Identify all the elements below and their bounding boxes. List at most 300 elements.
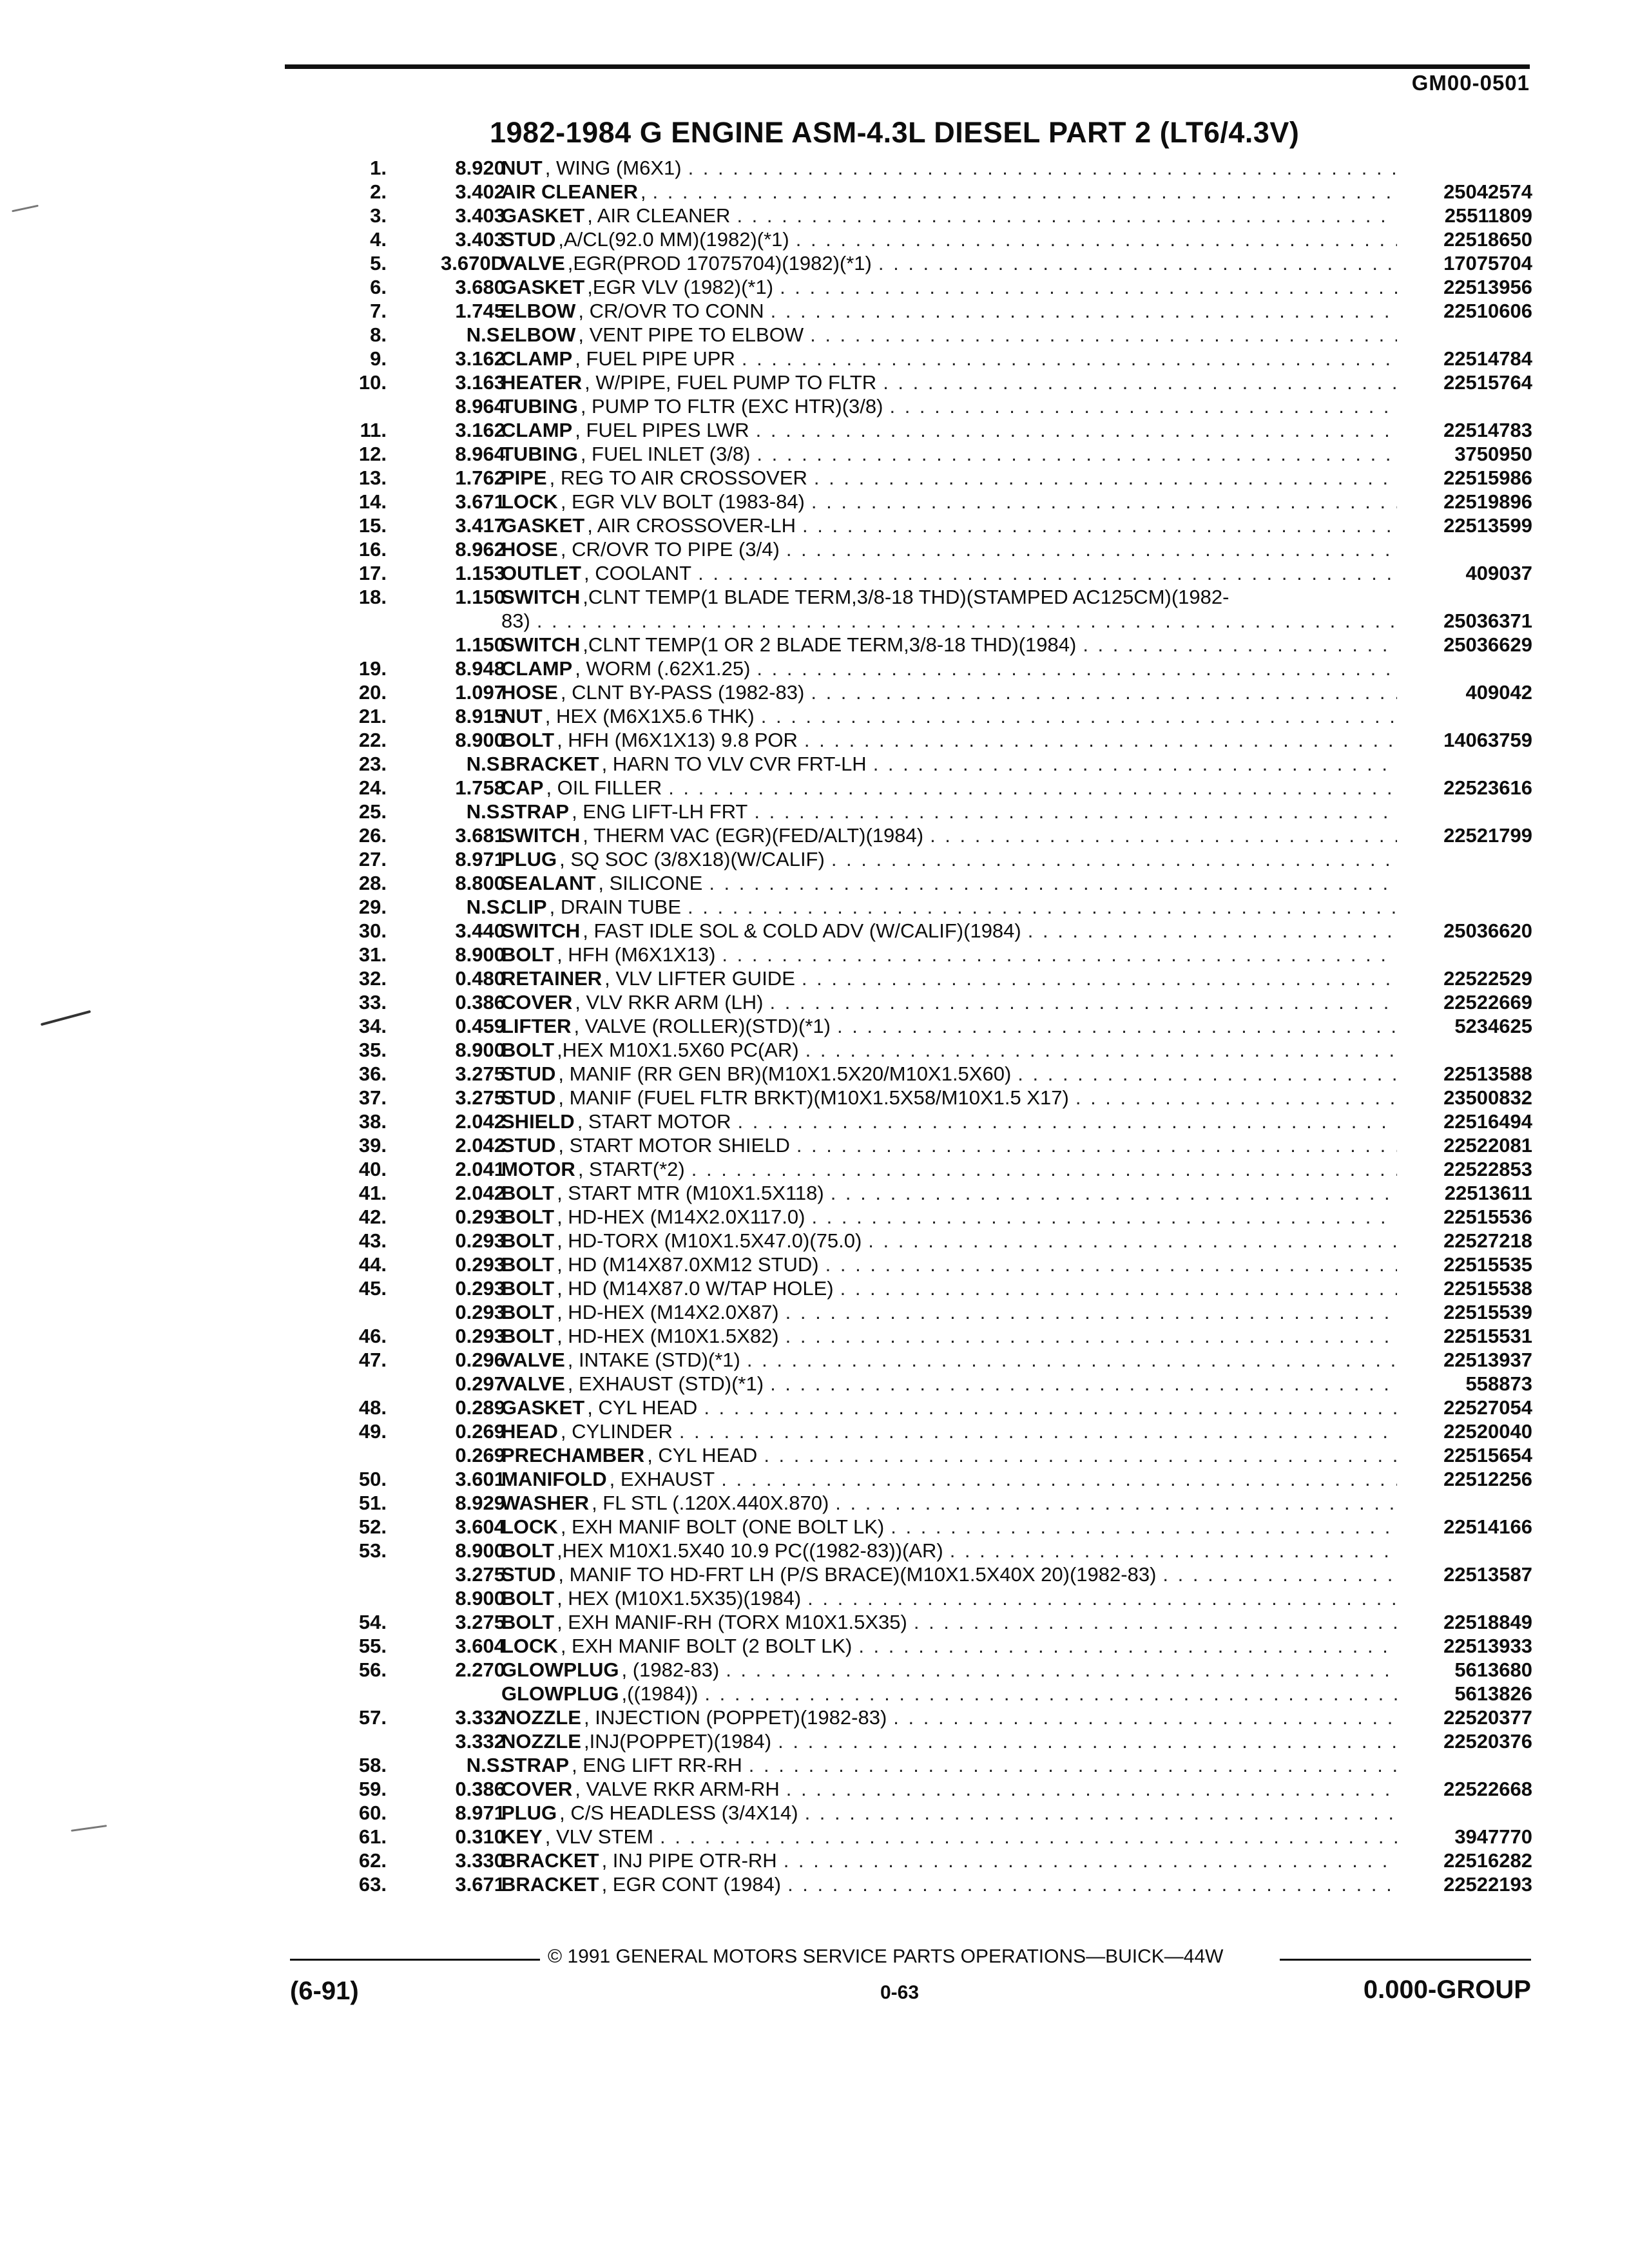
part-number: 22522529 [1443,967,1532,990]
part-number: 22522669 [1443,991,1532,1014]
part-description: , FUEL INLET (3/8) [580,443,751,465]
part-name: CLAMP [501,347,573,370]
footer-rule-left [528,1959,540,1961]
leader-dots [771,299,1397,323]
part-row [335,1229,1532,1253]
description-line [501,1562,1532,1586]
part-number: 22513937 [1443,1349,1532,1371]
part-number: 5234625 [1454,1015,1532,1037]
description-line [501,180,1532,204]
group-number: 0.293 [455,1301,505,1323]
part-description: , C/S HEADLESS (3/4X14) [559,1802,798,1824]
part-name: COVER [501,991,573,1014]
description-line [501,537,1532,561]
part-row [335,1849,1532,1872]
part-number: 22515531 [1443,1325,1532,1347]
part-number: 25036629 [1443,633,1532,656]
part-number: 22519896 [1443,490,1532,513]
item-number: 16. [358,538,387,561]
part-row [335,394,1532,418]
parts-list [335,156,1532,1896]
description-line [501,823,1532,847]
item-number: 14. [358,490,387,513]
item-number: 55. [358,1635,387,1657]
part-number: 3750950 [1454,443,1532,465]
part-name: SHIELD [501,1110,575,1133]
part-description: , EXHAUST (STD)(*1) [567,1372,764,1395]
part-name: HOSE [501,538,558,561]
part-name: BRACKET [501,1873,599,1896]
part-row [335,204,1532,227]
description-line [501,704,1532,728]
part-description: , HFH (M6X1X13) 9.8 POR [557,729,798,751]
part-row [335,1586,1532,1610]
group-number: 1.762 [455,466,505,489]
part-row [335,1658,1532,1682]
item-number: 28. [358,872,387,894]
leader-dots [786,1777,1397,1801]
leader-dots [1083,633,1397,657]
item-number: 6. [370,276,387,298]
description-continuation [501,609,1532,633]
item-number: 26. [358,824,387,847]
leader-dots [652,180,1397,204]
part-name: CAP [501,776,544,799]
part-row [335,1324,1532,1348]
item-number: 39. [358,1134,387,1157]
part-description: , THERM VAC (EGR)(FED/ALT)(1984) [583,824,924,847]
part-row [335,657,1532,680]
part-row [335,299,1532,323]
part-number: 22513956 [1443,276,1532,298]
part-number: 22512256 [1443,1468,1532,1490]
part-row [335,1181,1532,1205]
item-number: 5. [370,252,387,274]
part-name: PRECHAMBER [501,1444,645,1466]
part-number: 22514783 [1443,419,1532,441]
group-number: 8.920 [455,157,505,179]
part-description: ,EGR VLV (1982)(*1) [587,276,774,298]
part-description: , EGR VLV BOLT (1983-84) [560,490,805,513]
part-name: BOLT [501,1539,555,1562]
item-number: 46. [358,1325,387,1347]
item-number: 62. [358,1849,387,1872]
leader-dots [679,1419,1397,1443]
leader-dots [784,1849,1397,1872]
leader-dots [891,1515,1397,1539]
description-line [501,442,1532,466]
description-line [501,561,1532,585]
part-row [335,1467,1532,1491]
group-number: 3.162 [455,419,505,441]
part-name: VALVE [501,1372,565,1395]
part-row [335,275,1532,299]
part-name: BRACKET [501,1849,599,1872]
item-number: 51. [358,1492,387,1514]
leader-dots [747,1348,1397,1372]
description-line [501,919,1532,943]
group-number: N.S. [466,323,505,346]
description-line [501,1586,1532,1610]
item-number: 4. [370,228,387,251]
footer-rule-right [1280,1959,1531,1961]
description-line [501,728,1532,752]
group-number: 8.800 [455,872,505,894]
item-number: 45. [358,1277,387,1300]
leader-dots [831,847,1397,871]
description-line [501,847,1532,871]
leader-dots [780,275,1397,299]
part-row [335,1801,1532,1825]
part-description: , INJECTION (POPPET)(1982-83) [584,1706,887,1729]
document-code: GM00-0501 [1411,71,1530,95]
part-row [335,776,1532,800]
part-description: , MANIF (RR GEN BR)(M10X1.5X20/M10X1.5X60) [558,1062,1012,1085]
part-row [335,561,1532,585]
item-number: 13. [358,466,387,489]
part-number: 14063759 [1443,729,1532,751]
leader-dots [796,227,1397,251]
item-number: 15. [358,514,387,537]
part-number: 22522668 [1443,1778,1532,1800]
group-number: 2.270 [455,1658,505,1681]
part-description: ,HEX M10X1.5X40 10.9 PC((1982-83))(AR) [557,1539,943,1562]
part-row [335,1443,1532,1467]
description-line [501,1825,1532,1849]
part-description: , VENT PIPE TO ELBOW [578,323,804,346]
part-number: 22513599 [1443,514,1532,537]
part-description: , EXH MANIF BOLT (ONE BOLT LK) [560,1515,885,1538]
leader-dots [754,800,1397,823]
part-row [335,227,1532,251]
leader-dots [709,871,1397,895]
group-number: 8.971 [455,848,505,870]
part-number: 22514784 [1443,347,1532,370]
description-line [501,800,1532,823]
part-description: , START MOTOR SHIELD [558,1134,790,1157]
leader-dots [873,752,1397,776]
part-name: GLOWPLUG [501,1682,619,1705]
group-number: 8.900 [455,1039,505,1061]
leader-dots [810,323,1397,347]
part-number: 22527054 [1443,1396,1532,1419]
part-name: BOLT [501,1182,555,1204]
part-number: 22522193 [1443,1873,1532,1896]
leader-dots [1028,919,1397,943]
leader-dots [837,1014,1397,1038]
item-number: 33. [358,991,387,1014]
part-number: 22516282 [1443,1849,1532,1872]
scan-mark [12,205,39,213]
part-description: ,CLNT TEMP(1 OR 2 BLADE TERM,3/8-18 THD)(1984) [583,633,1077,656]
description-line [501,1443,1532,1467]
description-line [501,1205,1532,1229]
item-number: 17. [358,562,387,584]
group-number: 0.386 [455,991,505,1014]
part-description: , START MTR (M10X1.5X118) [557,1182,824,1204]
item-number: 41. [358,1182,387,1204]
group-number: 0.310 [455,1825,505,1848]
description-line [501,1086,1532,1110]
part-row [335,490,1532,514]
leader-dots [893,1706,1397,1729]
part-name: BOLT [501,1206,555,1228]
part-name: PIPE [501,466,547,489]
part-name: VALVE [501,252,565,274]
part-number: 25036620 [1443,919,1532,942]
part-description: , CYL HEAD [647,1444,758,1466]
item-number: 29. [358,896,387,918]
description-line [501,156,1532,180]
leader-dots [786,1324,1397,1348]
description-line [501,370,1532,394]
description-line [501,871,1532,895]
part-name: WASHER [501,1492,590,1514]
part-description: , FUEL PIPES LWR [575,419,749,441]
leader-dots [796,1133,1397,1157]
part-row [335,895,1532,919]
part-number: 17075704 [1443,252,1532,274]
group-number: 0.296 [455,1349,505,1371]
part-name: VALVE [501,1349,565,1371]
part-row [335,156,1532,180]
part-description: , CR/OVR TO PIPE (3/4) [560,538,780,561]
item-number: 1. [370,157,387,179]
leader-dots [914,1610,1397,1634]
part-row [335,1086,1532,1110]
description-line [501,1372,1532,1396]
part-description: , [640,180,646,203]
part-row [335,919,1532,943]
item-number: 19. [358,657,387,680]
group-number: 0.386 [455,1778,505,1800]
part-row [335,442,1532,466]
part-description: , CR/OVR TO CONN [578,300,764,322]
item-number: 57. [358,1706,387,1729]
group-number: 1.097 [455,681,505,704]
description-line [501,394,1532,418]
group-number: 2.042 [455,1134,505,1157]
part-description: , INTAKE (STD)(*1) [567,1349,740,1371]
item-number: 22. [358,729,387,751]
leader-dots [756,418,1397,442]
part-name: KEY [501,1825,543,1848]
part-description: , HEX (M10X1.5X35)(1984) [557,1587,802,1610]
leader-dots [778,1729,1397,1753]
part-row [335,1205,1532,1229]
part-name: PLUG [501,1802,557,1824]
group-number: 3.604 [455,1635,505,1657]
part-description-cont: 83) [501,610,530,632]
group-number: 3.440 [455,919,505,942]
leader-dots [770,1372,1397,1396]
leader-dots [858,1634,1397,1658]
leader-dots [807,1586,1397,1610]
part-number: 5613680 [1454,1658,1532,1681]
item-number: 23. [358,753,387,775]
leader-dots [889,394,1397,418]
description-line [501,1515,1532,1539]
part-number: 25042574 [1443,180,1532,203]
part-row [335,585,1532,633]
leader-dots [805,1801,1397,1825]
description-line [501,1706,1532,1729]
part-row [335,1634,1532,1658]
part-description: , HD (M14X87.0 W/TAP HOLE) [557,1277,834,1300]
group-number: 3.330 [455,1849,505,1872]
item-number: 12. [358,443,387,465]
part-row [335,752,1532,776]
footer-page-number: 0-63 [880,1982,920,2003]
leader-dots [950,1539,1397,1562]
part-name: BOLT [501,729,555,751]
item-number: 56. [358,1658,387,1681]
part-description: , HEX (M6X1X5.6 THK) [545,705,755,727]
part-description: , HFH (M6X1X13) [557,943,716,966]
part-row [335,1610,1532,1634]
group-number: 0.293 [455,1229,505,1252]
part-row [335,1872,1532,1896]
part-name: SEALANT [501,872,596,894]
item-number: 31. [358,943,387,966]
leader-dots [749,1753,1397,1777]
leader-dots [786,537,1397,561]
part-description: , REG TO AIR CROSSOVER [549,466,807,489]
item-number: 20. [358,681,387,704]
part-name: CLIP [501,896,547,918]
group-number: 0.297 [455,1372,505,1395]
description-line [501,585,1532,609]
leader-dots [722,943,1397,966]
part-row [335,1157,1532,1181]
part-row [335,800,1532,823]
part-name: PLUG [501,848,557,870]
group-number: 1.758 [455,776,505,799]
item-number: 50. [358,1468,387,1490]
part-row [335,680,1532,704]
leader-dots [738,1110,1397,1133]
part-description: , FAST IDLE SOL & COLD ADV (W/CALIF)(1984) [583,919,1021,942]
footer-rule-left-long [290,1959,528,1961]
part-description: , VALVE (ROLLER)(STD)(*1) [574,1015,831,1037]
group-number: 8.962 [455,538,505,561]
part-name: GASKET [501,276,585,298]
part-number: 22523616 [1443,776,1532,799]
description-line [501,347,1532,370]
part-row [335,871,1532,895]
part-number: 558873 [1465,1372,1532,1395]
part-number: 25036371 [1443,610,1532,632]
part-description: , VLV LIFTER GUIDE [604,967,795,990]
part-description: , START(*2) [577,1158,685,1180]
part-number: 22515536 [1443,1206,1532,1228]
item-number: 35. [358,1039,387,1061]
part-number: 22510606 [1443,300,1532,322]
part-name: NUT [501,157,543,179]
group-number: 8.900 [455,1587,505,1610]
part-name: GASKET [501,1396,585,1419]
part-description: , CYLINDER [560,1420,673,1443]
part-name: GASKET [501,204,585,227]
description-line [501,466,1532,490]
part-description: , (1982-83) [621,1658,720,1681]
leader-dots [770,990,1397,1014]
description-line [501,323,1532,347]
part-name: CLAMP [501,657,573,680]
item-number: 58. [358,1754,387,1776]
part-description: , VALVE RKR ARM-RH [575,1778,780,1800]
item-number: 37. [358,1086,387,1109]
part-name: BOLT [501,1301,555,1323]
leader-dots [1017,1062,1397,1086]
item-number: 8. [370,323,387,346]
leader-dots [805,1038,1397,1062]
part-description: , ENG LIFT RR-RH [572,1754,742,1776]
part-description: , VLV STEM [545,1825,653,1848]
item-number: 49. [358,1420,387,1443]
item-number: 38. [358,1110,387,1133]
description-line [501,990,1532,1014]
part-name: BOLT [501,1229,555,1252]
item-number: 21. [358,705,387,727]
part-description: , MANIF (FUEL FLTR BRKT)(M10X1.5X58/M10X1.5 X17) [558,1086,1069,1109]
part-name: STUD [501,1086,556,1109]
part-number: 22515538 [1443,1277,1532,1300]
part-row [335,1276,1532,1300]
description-line [501,1133,1532,1157]
part-name: TUBING [501,443,578,465]
part-description: ,HEX M10X1.5X60 PC(AR) [557,1039,799,1061]
leader-dots [537,609,1397,633]
leader-dots [757,657,1397,680]
part-description: , SILICONE [598,872,703,894]
part-name: STRAP [501,800,570,823]
part-name: CLAMP [501,419,573,441]
group-number: 2.041 [455,1158,505,1180]
leader-dots [825,1253,1397,1276]
part-number: 22513611 [1444,1182,1532,1204]
part-name: STUD [501,228,556,251]
group-number: N.S. [466,896,505,918]
description-line [501,1491,1532,1515]
part-description: ,((1984)) [621,1682,699,1705]
item-number: 3. [370,204,387,227]
part-name: BOLT [501,1611,555,1633]
part-description: , EXH MANIF-RH (TORX M10X1.5X35) [557,1611,907,1633]
part-row [335,323,1532,347]
part-name: SWITCH [501,919,581,942]
description-line [501,490,1532,514]
part-row [335,370,1532,394]
item-number: 10. [358,371,387,394]
part-name: ELBOW [501,323,576,346]
description-line [501,1419,1532,1443]
description-line [501,1062,1532,1086]
part-row [335,704,1532,728]
part-description: , HD (M14X87.0XM12 STUD) [557,1253,819,1276]
leader-dots [1075,1086,1397,1110]
part-row [335,1515,1532,1539]
part-row [335,1396,1532,1419]
leader-dots [757,442,1397,466]
part-row [335,1825,1532,1849]
part-row [335,1419,1532,1443]
group-number: 3.670D [441,252,505,274]
part-row [335,633,1532,657]
group-number: 3.681 [455,824,505,847]
part-row [335,1133,1532,1157]
part-name: LOCK [501,1515,558,1538]
